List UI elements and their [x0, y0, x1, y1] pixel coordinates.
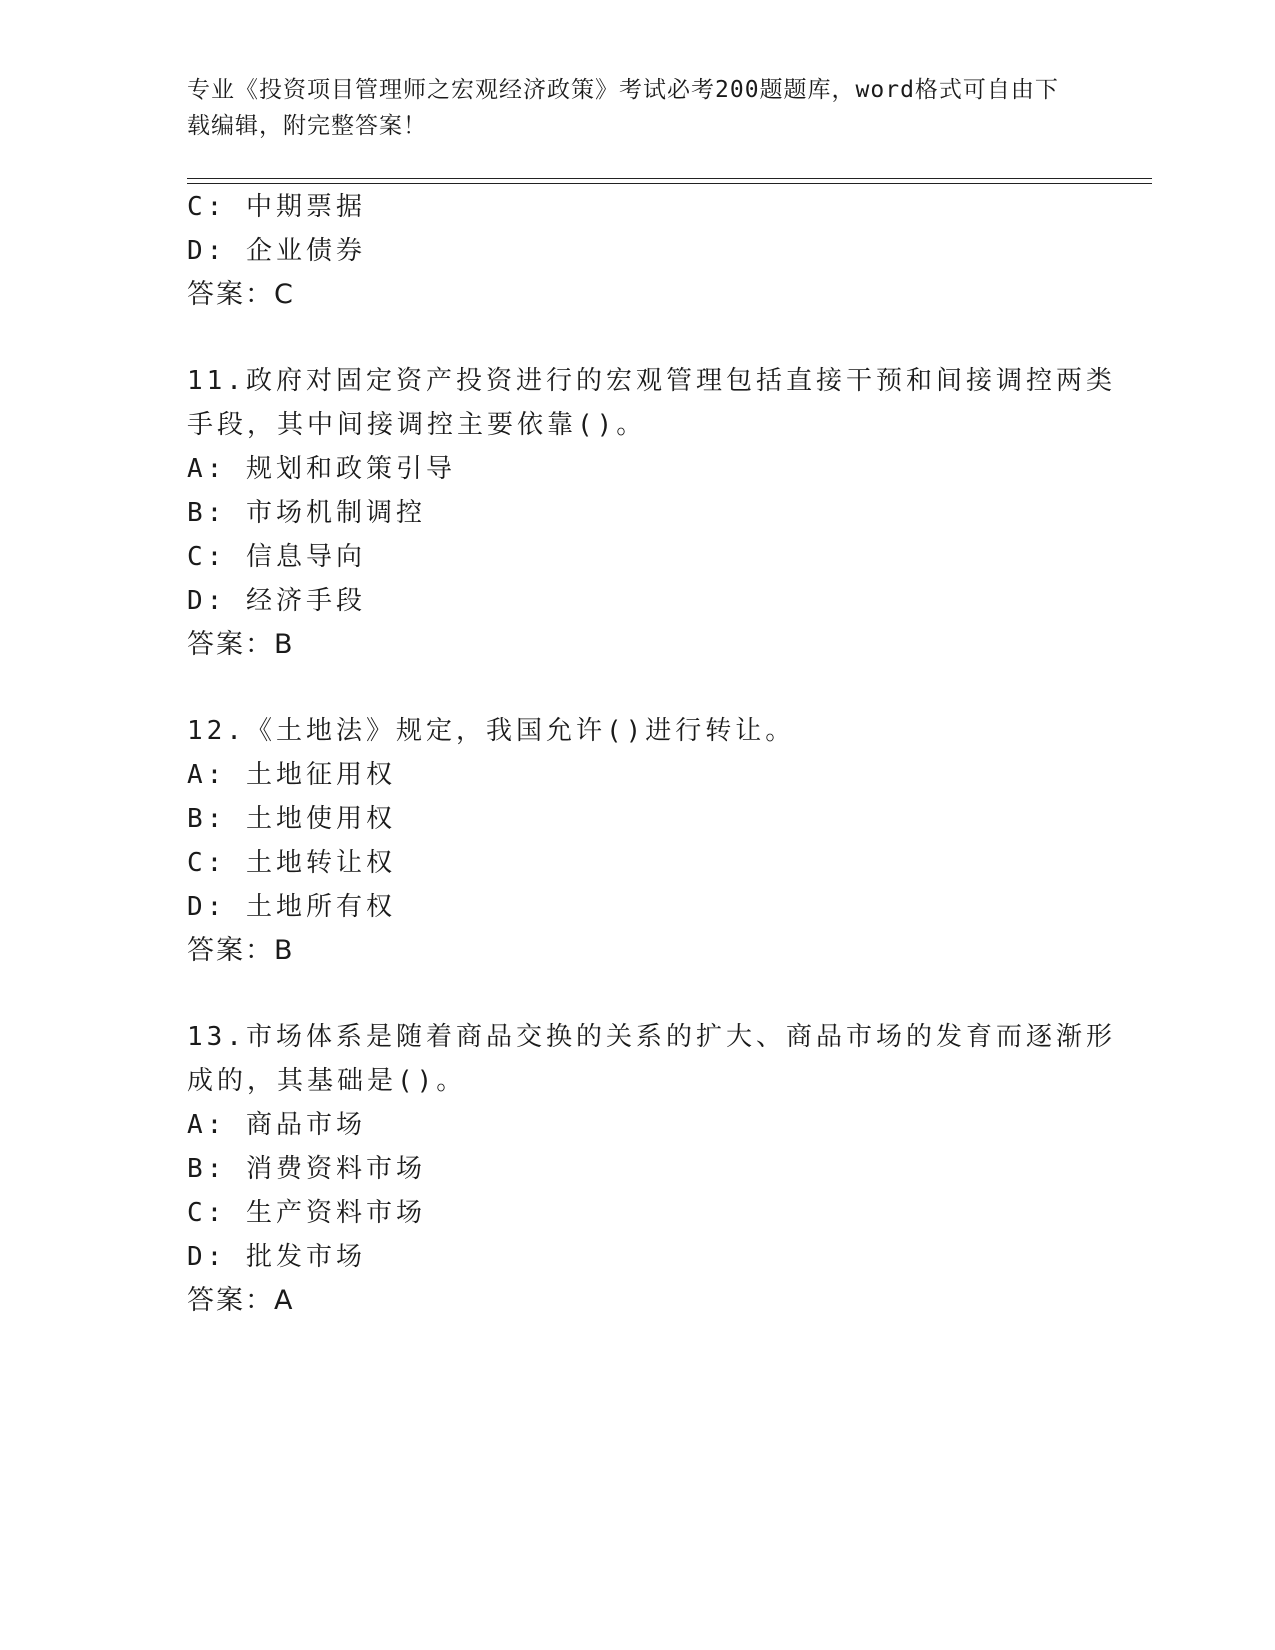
question-11-stem-line1: 11.政府对固定资产投资进行的宏观管理包括直接干预和间接调控两类 — [187, 366, 1116, 396]
question-13-option-b: B: 消费资料市场 — [187, 1154, 426, 1184]
question-11-answer: 答案：B — [187, 629, 295, 660]
question-11-option-c: C: 信息导向 — [187, 542, 366, 572]
question-13-option-a: A: 商品市场 — [187, 1110, 366, 1140]
question-13-stem-line1: 13.市场体系是随着商品交换的关系的扩大、商品市场的发育而逐渐形 — [187, 1022, 1116, 1052]
answer-line: 答案：C — [187, 279, 295, 310]
question-11-option-a: A: 规划和政策引导 — [187, 454, 456, 484]
document-header: 专业《投资项目管理师之宏观经济政策》考试必考200题题库，word格式可自由下载编辑，附完整答案！ — [187, 77, 1059, 139]
question-11-option-b: B: 市场机制调控 — [187, 498, 426, 528]
question-11-option-d: D: 经济手段 — [187, 586, 366, 616]
question-12-option-a: A: 土地征用权 — [187, 760, 396, 790]
option-c: C: 中期票据 — [187, 192, 366, 222]
question-13-answer: 答案：A — [187, 1285, 295, 1316]
header-divider-top — [187, 178, 1152, 179]
question-13-stem-line2: 成的，其基础是()。 — [187, 1066, 467, 1096]
option-d: D: 企业债券 — [187, 236, 366, 266]
question-12-option-b: B: 土地使用权 — [187, 804, 396, 834]
question-12-option-d: D: 土地所有权 — [187, 892, 396, 922]
header-divider-bottom — [187, 183, 1152, 184]
question-13-option-c: C: 生产资料市场 — [187, 1198, 426, 1228]
question-11-stem-line2: 手段，其中间接调控主要依靠()。 — [187, 410, 647, 440]
question-12-stem-line1: 12.《土地法》规定，我国允许()进行转让。 — [187, 716, 796, 746]
question-13-option-d: D: 批发市场 — [187, 1242, 366, 1272]
question-12-answer: 答案：B — [187, 935, 295, 966]
question-12-option-c: C: 土地转让权 — [187, 848, 396, 878]
